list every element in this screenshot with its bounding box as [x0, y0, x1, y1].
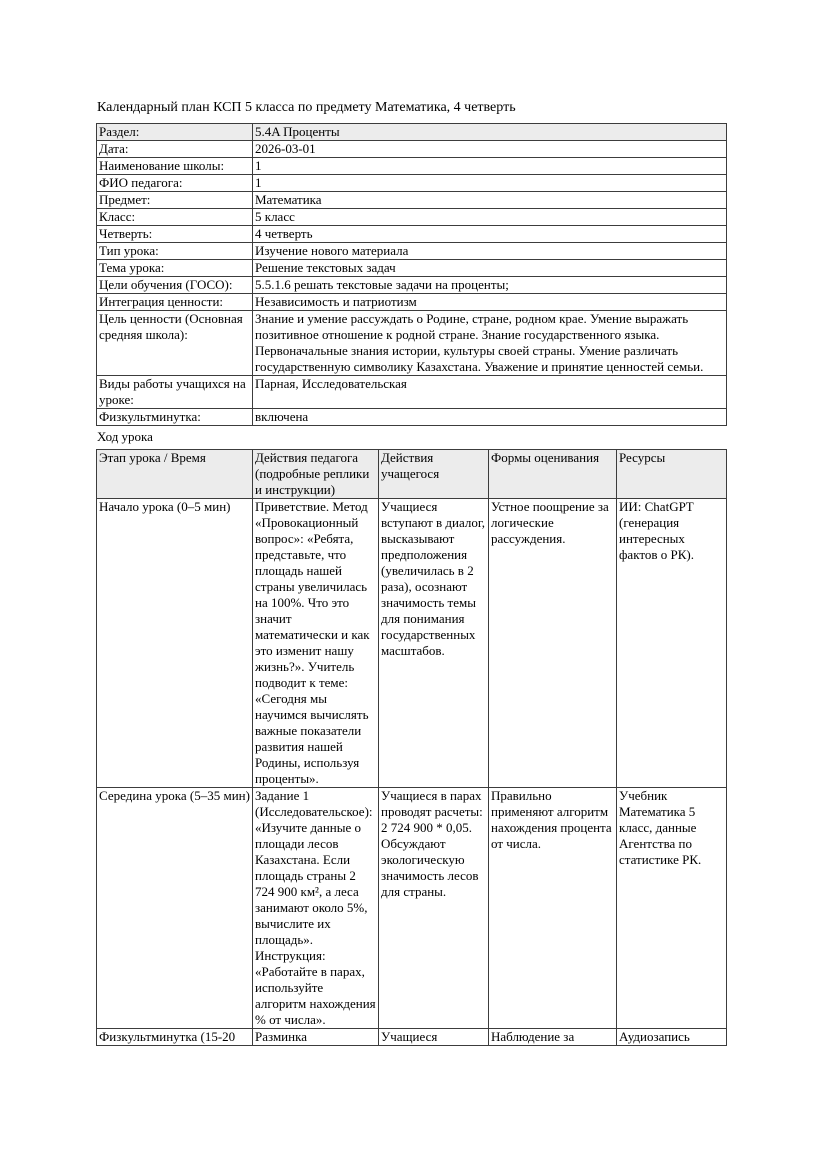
info-label: Тип урока:: [97, 243, 253, 260]
info-row-subject: [97, 192, 727, 209]
cell-teacher-actions: Приветствие. Метод «Провокационный вопрос»: «Ребята, представьте, что площадь нашей страны увеличилась на 100%. Что это значит математически и как это изменит нашу жизнь?». Учитель подводит к теме: «Сегодня мы научимся вычислять важные показатели развития нашей Родины, используя проценты».: [253, 499, 379, 788]
info-row-values-integration: [97, 294, 727, 311]
info-label: Раздел:: [97, 124, 253, 141]
cell-resources: Учебник Математика 5 класс, данные Агентства по статистике РК.: [617, 788, 727, 1029]
cell-student-actions: Учащиеся вступают в диалог, высказывают предположения (увеличилась в 2 раза), осознают значимость темы для понимания государственных масштабов.: [379, 499, 489, 788]
info-label: Наименование школы:: [97, 158, 253, 175]
info-row-values-goal: [97, 311, 727, 376]
header-resources: Ресурсы: [617, 450, 727, 499]
info-label: Дата:: [97, 141, 253, 158]
info-value: Знание и умение рассуждать о Родине, стране, родном крае. Умение выражать позитивное отношение к родной стране. Знание государственного языка. Первоначальные знания истории, культуры своей страны. Умение различать государственную символику Казахстана. Уважение и принятие ценностей семьи.: [253, 311, 727, 376]
info-label: Тема урока:: [97, 260, 253, 277]
info-value: Математика: [253, 192, 727, 209]
info-row-lesson-topic: [97, 260, 727, 277]
info-value: 4 четверть: [253, 226, 727, 243]
info-value: включена: [253, 409, 727, 426]
header-student-actions: Действия учащегося: [379, 450, 489, 499]
header-teacher-actions: Действия педагога (подробные реплики и инструкции): [253, 450, 379, 499]
info-label: Четверть:: [97, 226, 253, 243]
info-value: Независимость и патриотизм: [253, 294, 727, 311]
info-value: Парная, Исследовательская: [253, 376, 727, 409]
lesson-row-start: [97, 499, 727, 788]
cell-stage: Физкультминутка (15-20: [97, 1029, 253, 1046]
lesson-info-table: [96, 123, 727, 426]
info-label: Цель ценности (Основная средняя школа):: [97, 311, 253, 376]
cell-student-actions: Учащиеся в парах проводят расчеты: 2 724 900 * 0,05. Обсуждают экологическую значимость лесов для страны.: [379, 788, 489, 1029]
info-value: 1: [253, 175, 727, 192]
info-value: 5 класс: [253, 209, 727, 226]
cell-assessment: Наблюдение за: [489, 1029, 617, 1046]
cell-resources: Аудиозапись: [617, 1029, 727, 1046]
info-label: ФИО педагога:: [97, 175, 253, 192]
info-value: 1: [253, 158, 727, 175]
info-row-lesson-type: [97, 243, 727, 260]
info-label: Интеграция ценности:: [97, 294, 253, 311]
info-label: Цели обучения (ГОСО):: [97, 277, 253, 294]
info-value: Изучение нового материала: [253, 243, 727, 260]
cell-teacher-actions: Разминка: [253, 1029, 379, 1046]
info-label: Виды работы учащихся на уроке:: [97, 376, 253, 409]
cell-stage: Середина урока (5–35 мин): [97, 788, 253, 1029]
info-row-razdel: [97, 124, 727, 141]
lesson-row-fizminutka-truncated: [97, 1029, 727, 1046]
info-row-data: [97, 141, 727, 158]
info-value: 2026-03-01: [253, 141, 727, 158]
info-label: Класс:: [97, 209, 253, 226]
info-row-fizminutka: [97, 409, 727, 426]
document-title: Календарный план КСП 5 класса по предмету Математика, 4 четверть: [97, 100, 516, 115]
info-row-teacher-name: [97, 175, 727, 192]
info-row-school: [97, 158, 727, 175]
lesson-flow-table: [96, 449, 727, 1046]
info-label: Предмет:: [97, 192, 253, 209]
cell-resources: ИИ: ChatGPT (генерация интересных фактов о РК).: [617, 499, 727, 788]
info-row-work-types: [97, 376, 727, 409]
cell-student-actions: Учащиеся: [379, 1029, 489, 1046]
cell-stage: Начало урока (0–5 мин): [97, 499, 253, 788]
lesson-row-middle: [97, 788, 727, 1029]
section-heading: Ход урока: [97, 429, 153, 444]
header-assessment: Формы оценивания: [489, 450, 617, 499]
cell-assessment: Устное поощрение за логические рассуждения.: [489, 499, 617, 788]
info-value: Решение текстовых задач: [253, 260, 727, 277]
cell-teacher-actions: Задание 1 (Исследовательское): «Изучите данные о площади лесов Казахстана. Если площадь страны 2 724 900 км², а леса занимают около 5%, вычислите их площадь». Инструкция: «Работайте в парах, используйте алгоритм нахождения % от числа».: [253, 788, 379, 1029]
info-value: 5.5.1.6 решать текстовые задачи на проценты;: [253, 277, 727, 294]
info-row-quarter: [97, 226, 727, 243]
header-stage: Этап урока / Время: [97, 450, 253, 499]
info-value: 5.4A Проценты: [253, 124, 727, 141]
info-row-class: [97, 209, 727, 226]
info-row-goals: [97, 277, 727, 294]
cell-assessment: Правильно применяют алгоритм нахождения процента от числа.: [489, 788, 617, 1029]
lesson-table-header-row: [97, 450, 727, 499]
info-label: Физкультминутка:: [97, 409, 253, 426]
